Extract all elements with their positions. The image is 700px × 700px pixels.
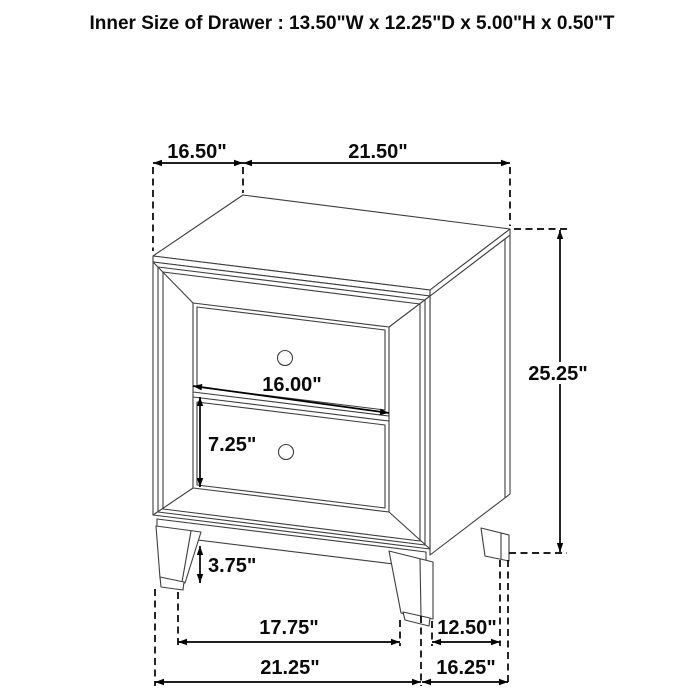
dim-label-side-overall-depth: 16.25" bbox=[436, 657, 496, 679]
dim-label-drawer-front-height: 7.25" bbox=[208, 434, 257, 456]
front-right-leg bbox=[389, 551, 433, 626]
dim-front-feet-span bbox=[178, 592, 400, 646]
arrowhead bbox=[234, 160, 243, 166]
dim-side-feet-span bbox=[432, 560, 500, 646]
arrowhead bbox=[178, 639, 187, 645]
front-left-leg bbox=[156, 526, 201, 590]
back-right-leg bbox=[481, 528, 509, 561]
dim-label-drawer-width: 16.00" bbox=[262, 374, 322, 396]
dim-overall-height bbox=[509, 229, 588, 553]
dim-label-front-overall-width: 21.25" bbox=[260, 657, 320, 679]
front-frame bbox=[153, 262, 430, 549]
top-drawer-knob bbox=[278, 351, 293, 366]
arrowhead bbox=[491, 639, 500, 645]
dim-label-side-feet-span: 12.50" bbox=[437, 617, 497, 639]
arrowhead bbox=[197, 546, 203, 555]
dim-label-leg-height: 3.75" bbox=[208, 555, 257, 577]
arrowhead bbox=[197, 574, 203, 583]
arrowhead bbox=[557, 543, 563, 552]
page-title: Inner Size of Drawer : 13.50"W x 12.25"D x 5.00"H x 0.50"T bbox=[89, 13, 615, 34]
dim-label-overall-height: 25.25" bbox=[528, 363, 588, 385]
arrowhead bbox=[422, 679, 431, 685]
arrowhead bbox=[243, 160, 252, 166]
nightstand bbox=[153, 195, 510, 626]
arrowhead bbox=[557, 230, 563, 239]
dim-label-top-depth: 16.50" bbox=[167, 141, 227, 163]
arrowhead bbox=[153, 160, 162, 166]
arrowhead bbox=[501, 160, 510, 166]
dim-leg-height bbox=[197, 546, 257, 583]
arrowhead bbox=[155, 679, 164, 685]
arrowhead bbox=[412, 679, 421, 685]
arrowhead bbox=[499, 679, 508, 685]
bottom-drawer-knob bbox=[279, 445, 294, 460]
arrowhead bbox=[391, 639, 400, 645]
dim-label-top-width: 21.50" bbox=[348, 141, 408, 163]
dim-label-front-feet-span: 17.75" bbox=[259, 617, 319, 639]
arrowhead bbox=[432, 639, 441, 645]
